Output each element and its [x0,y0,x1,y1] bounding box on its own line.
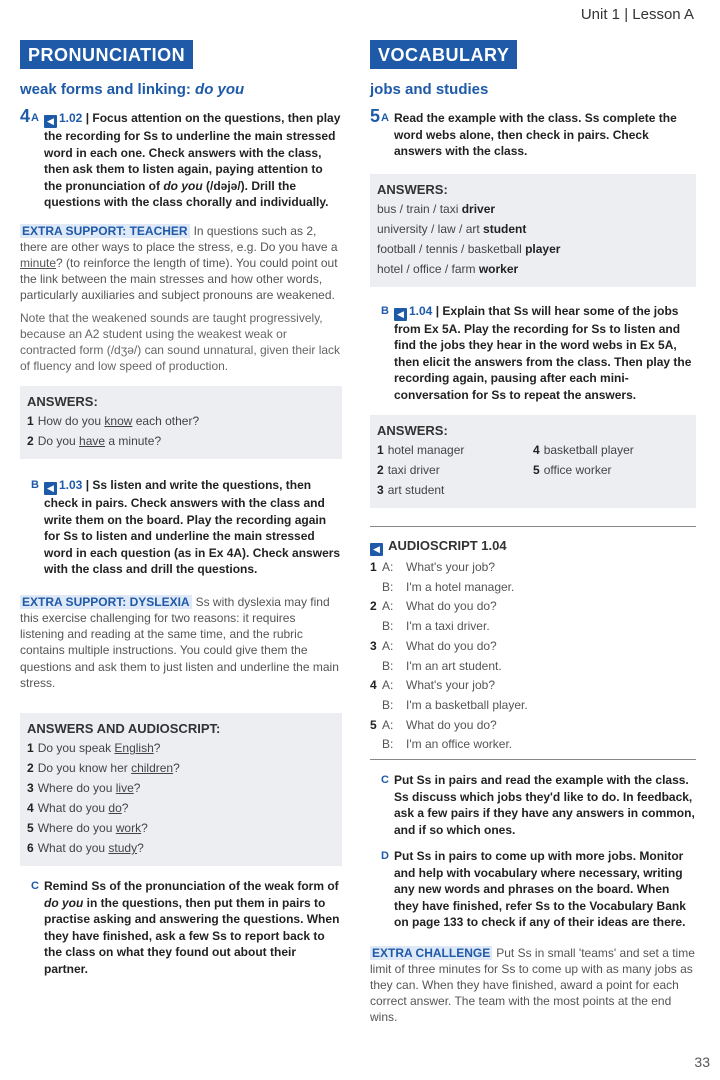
audio-icon[interactable]: ◀ [44,482,57,495]
extra-challenge-label: EXTRA CHALLENGE [372,945,491,960]
answer-item: 4 basketball player [533,443,634,457]
answers-title: ANSWERS: [377,423,448,438]
exercise-number: 5 [370,106,381,126]
script-line: 4 A: What's your job? [370,678,495,693]
task-5d: D Put Ss in pairs to come up with more jobs. Monitor and help with vocabulary where necessary, writing any new words and phrases on the board. When they have finished, refer Ss to the Vocabulary Bank on page 133 to check if any of their ideas are there. [381,849,686,930]
pronunciation-column [20,40,342,977]
answer-item: hotel / office / farm worker [377,261,519,276]
answer-item: university / law / art student [377,221,527,236]
answer-item: 1 How do you know each other? [27,414,200,429]
audio-track-number: 1.04 [409,303,433,318]
answer-item: 6 What do you study? [27,841,144,856]
unit-lesson-header [581,6,694,23]
audioscript-title: ◀ AUDIOSCRIPT 1.04 [370,537,696,556]
script-line: 5 A: What do you do? [370,717,497,732]
script-line: 1 A: What's your job? [370,560,495,574]
audio-icon[interactable]: ◀ [44,115,57,128]
audioscript-1-04 [370,537,696,755]
subsection-title-jobs: jobs and studies [370,81,489,98]
answer-item: bus / train / taxi driver [377,201,496,216]
audio-track-number: 1.02 [59,111,83,125]
answer-item: 3 art student [377,483,445,497]
exercise-letter: A [381,112,389,124]
answer-item: football / tennis / basketball player [377,241,561,256]
answers-box-5a [370,174,696,287]
answer-item: 2 Do you know her children? [27,761,180,776]
section-title-vocabulary: VOCABULARY [370,40,517,69]
page-number: 33 [694,1054,710,1070]
exercise-letter: C [31,880,39,893]
task-5b: B ◀ 1.04 | Explain that Ss will hear some of the jobs from Ex 5A. Play the recording for Ss to listen and find the jobs they hear in the word webs in Ex 5A, then elicit the answers from the class. Then play the recording again, pausing after each mini-conversation for Ss to repeat the answers. [381,303,692,402]
answers-box-4a [20,386,342,459]
divider [370,526,696,527]
task-5a: 5 A Read the example with the class. Ss complete the word webs alone, then check in pairs. Check answers with the class. [370,106,677,158]
task-4b: B ◀ 1.03 | Ss listen and write the questions, then check in pairs. Check answers with the class and write them on the board. Play the recording again for Ss to listen and underline the main stressed word in each question (as in Ex 4A). Check answers with the class and drill the questions. [31,478,341,577]
audio-icon[interactable]: ◀ [370,543,383,556]
extra-support-teacher-note: Note that the weakened sounds are taught progressively, because an A2 student using the weakest weak or contracted form (/dʒə/) can sound unnatural, given their lack of fluency and low speed of production. [20,310,341,374]
exercise-letter: B [381,304,389,317]
answer-item: 3 Where do you live? [27,781,141,796]
audio-icon[interactable]: ◀ [394,308,407,321]
script-line: B: I'm an office worker. [382,737,513,752]
answers-title: ANSWERS: [27,394,98,410]
answer-item: 5 office worker [533,463,612,477]
extra-support-teacher: EXTRA SUPPORT: TEACHER In questions such as 2, there are other ways to place the stress, e.g. Do you have a minute? (to reinforce the length of time). You could point out the link between the main stresses and how other words, particularly auxiliaries and subject pronouns are weakened. [20,223,338,303]
script-line: B: I'm an art student. [382,658,502,673]
vocabulary-column [370,40,696,1026]
extra-support-dyslexia: EXTRA SUPPORT: DYSLEXIA Ss with dyslexia may find this exercise challenging for two reasons: it requires listening and reading at the same time, and the rubric contains multiple instructions. You could give them the questions and ask them to just listen and underline the main stress. [20,594,339,690]
task-4c: C Remind Ss of the pronunciation of the weak form of do you in the questions, then put them in pairs to practise asking and answering the questions. When they have finished, ask a few Ss to report back to the class on what they found out about their partner. [31,879,340,976]
exercise-letter: B [31,479,39,492]
script-line: 2 A: What do you do? [370,599,497,614]
answer-item: 2 taxi driver [377,463,440,477]
header-separator: | [624,6,629,23]
audio-track-number: 1.03 [59,478,83,493]
exercise-letter: D [381,850,389,863]
exercise-letter: C [381,774,389,787]
answer-item: 2 Do you have a minute? [27,434,162,449]
subsection-title-weak-forms: weak forms and linking: do you [20,81,245,98]
task-5c: C Put Ss in pairs and read the example with the class. Ss discuss which jobs they'd like to do. In feedback, ask a few pairs if they have any answers in common, and if so which ones. [381,773,695,837]
answer-item: 1 hotel manager [377,443,465,457]
script-line: 3 A: What do you do? [370,638,497,653]
answer-item: 5 Where do you work? [27,821,148,836]
exercise-number: 4 [20,106,31,126]
divider [370,759,696,760]
lesson-label: Lesson A [632,6,694,23]
extra-support-teacher-label: EXTRA SUPPORT: TEACHER [22,223,188,238]
exercise-letter: A [31,112,39,124]
task-4a: 4 A ◀ 1.02 | Focus attention on the questions, then play the recording for Ss to underline the main stressed word in each one. Check answers with the class, then ask them to listen again, paying attention to the pronunciation of do you (/dəjə/). Drill the questions with the class chorally and individually. [20,106,341,209]
script-line: B: I'm a basketball player. [382,697,528,712]
answer-item: 4 What do you do? [27,801,129,816]
answers-audioscript-box-4b [20,713,342,866]
script-line: B: I'm a hotel manager. [382,579,515,594]
answer-item: 1 Do you speak English? [27,741,161,756]
extra-challenge: EXTRA CHALLENGE Put Ss in small 'teams' and set a time limit of three minutes for Ss to come up with as many jobs as they can. When they have finished, award a point for each correct answer. The team with the most points at the end wins. [370,945,695,1025]
answers-box-5b [370,415,696,508]
answers-title: ANSWERS: [377,181,448,197]
extra-support-dyslexia-label: EXTRA SUPPORT: DYSLEXIA [22,594,190,609]
section-title-pronunciation: PRONUNCIATION [20,40,193,69]
unit-label: Unit 1 [580,6,621,23]
script-line: B: I'm a taxi driver. [382,619,490,634]
answers-title: ANSWERS AND AUDIOSCRIPT: [27,721,221,737]
